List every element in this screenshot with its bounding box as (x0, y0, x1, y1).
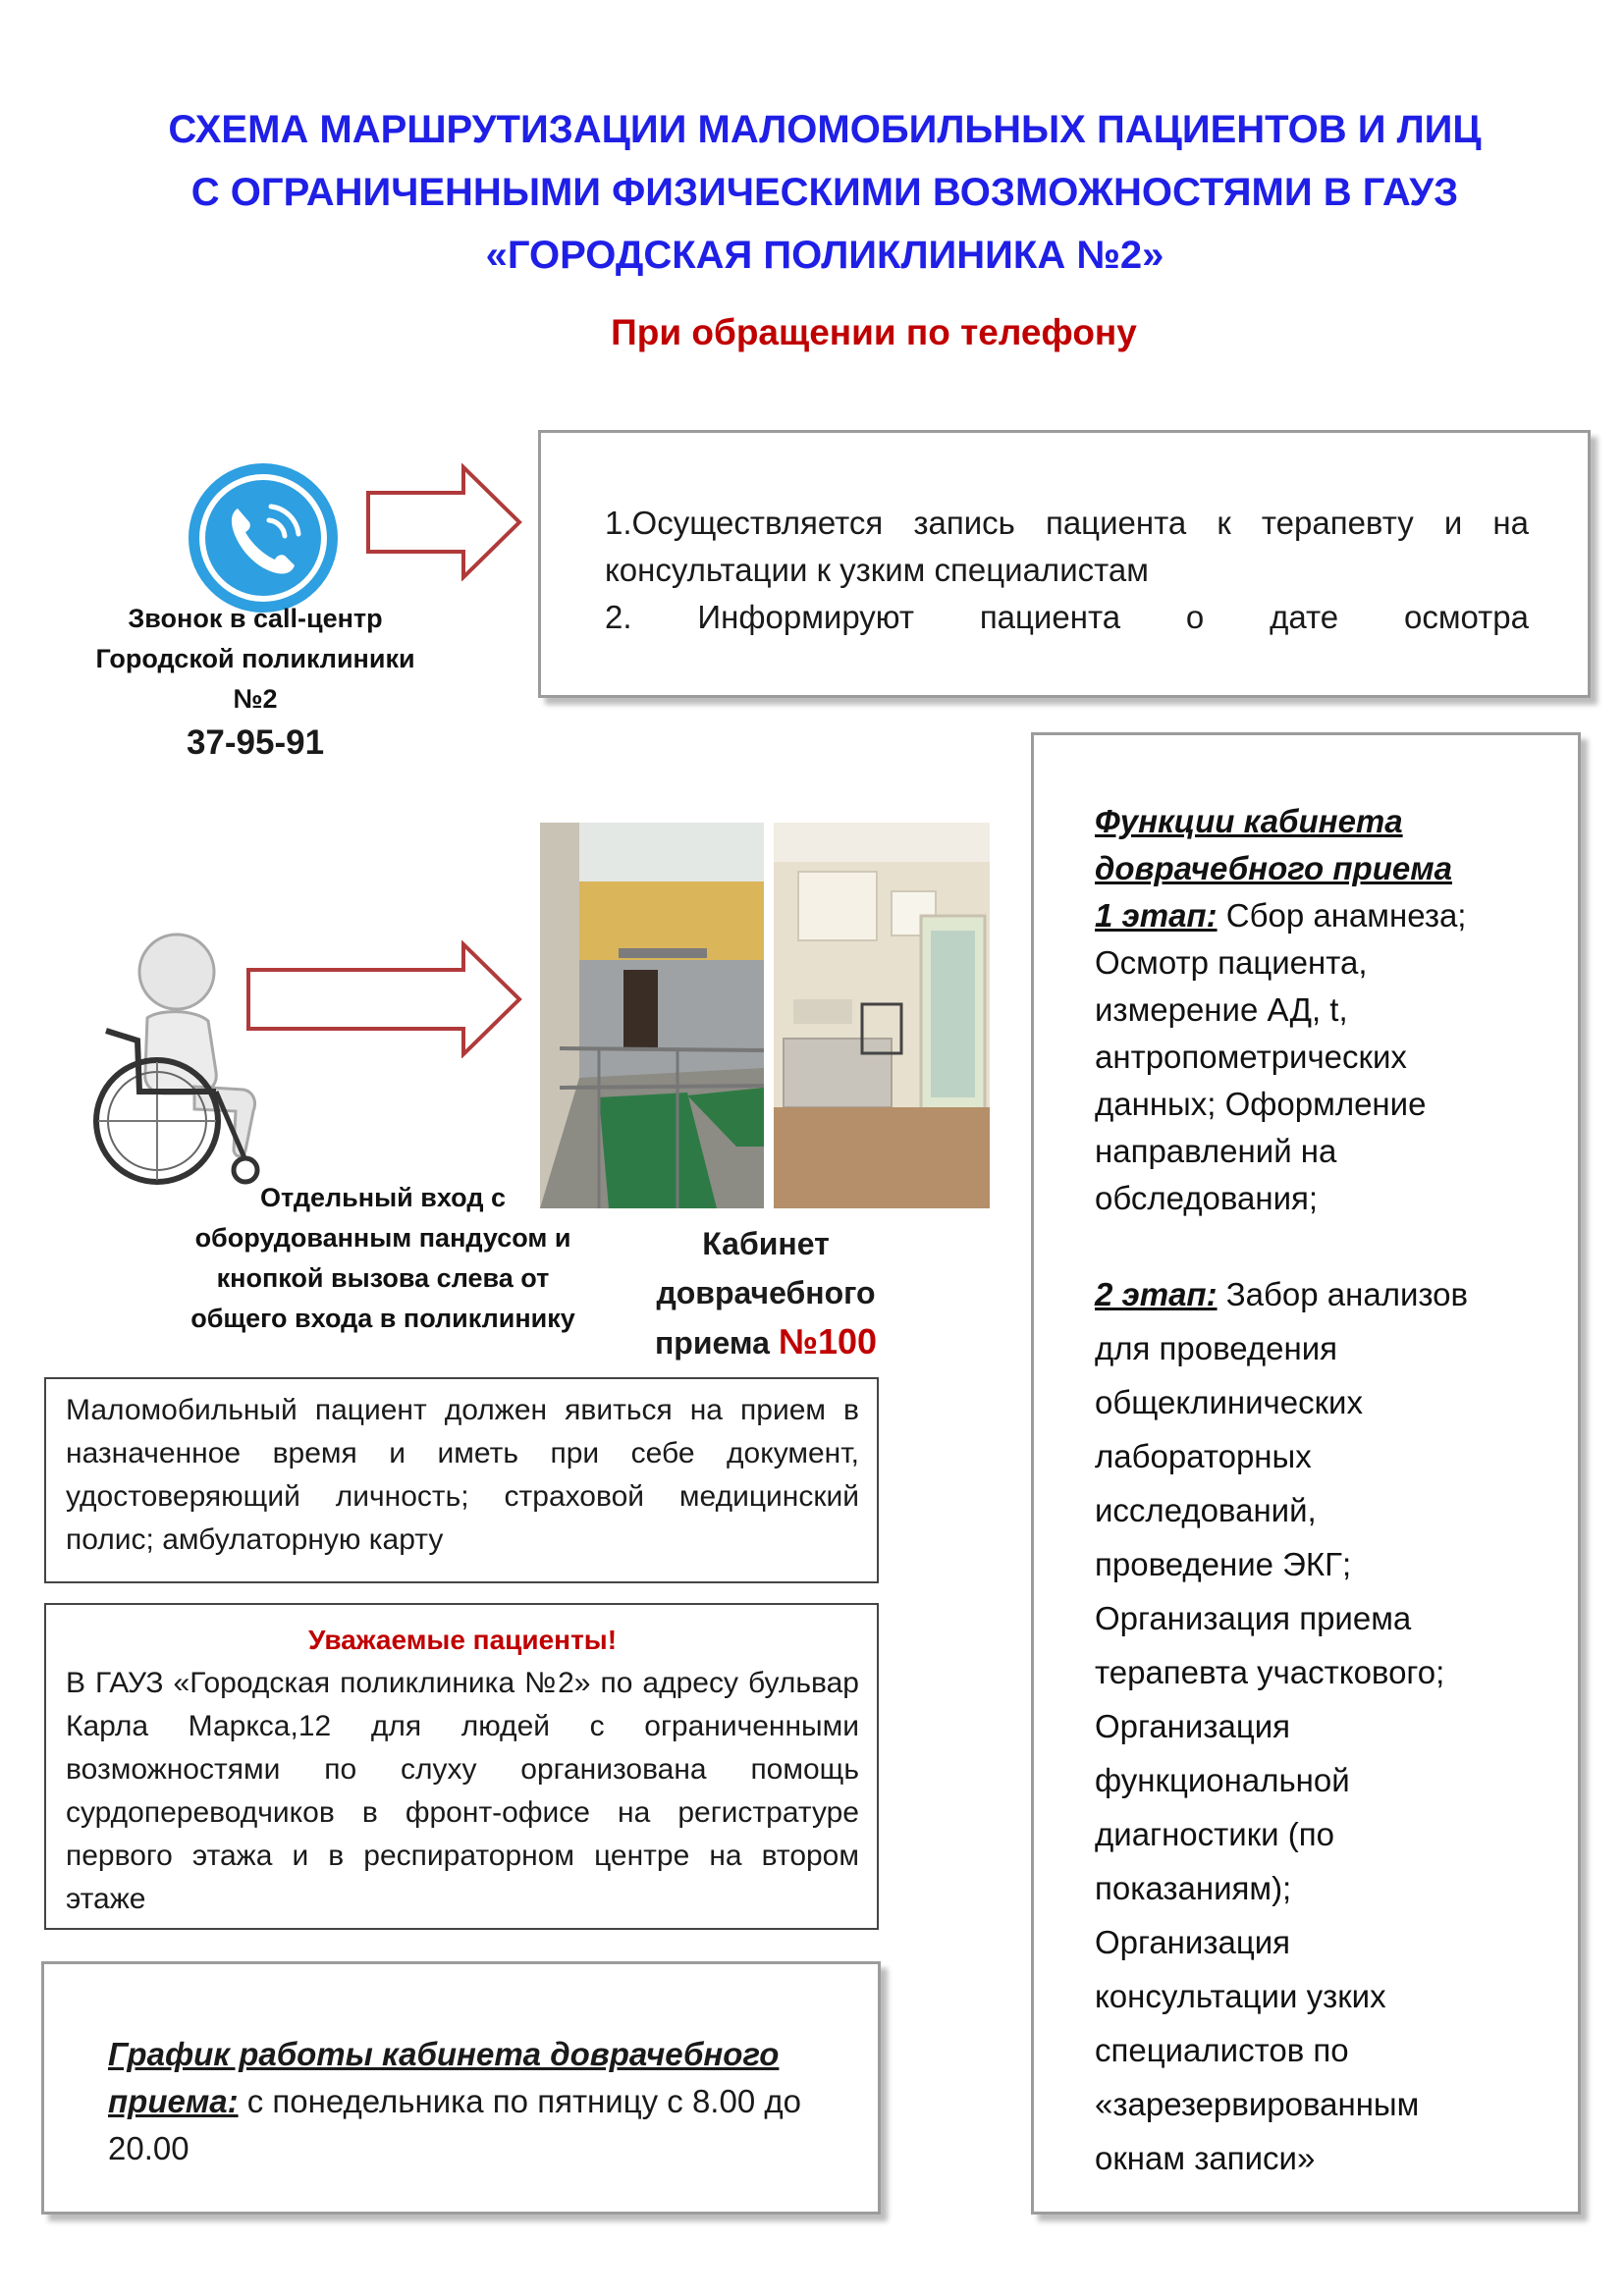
stage1-line-6: направлений на (1095, 1133, 1337, 1169)
functions-heading-line-2: доврачебного приема (1095, 850, 1452, 886)
cabinet-caption-line-1: Кабинет (702, 1226, 830, 1261)
callcenter-caption-line-3: №2 (233, 684, 278, 714)
callcenter-caption-line-1: Звонок в call-центр (128, 604, 383, 633)
title-line-3: «ГОРОДСКАЯ ПОЛИКЛИНИКА №2» (485, 234, 1164, 277)
stage2-line-11: диагностики (по (1095, 1816, 1334, 1852)
entrance-caption-line-4: общего входа в поликлинику (190, 1304, 575, 1333)
stage1-label: 1 этап: (1095, 897, 1218, 934)
stage2-label: 2 этап: (1095, 1276, 1218, 1312)
schedule-text: с понедельника по пятницу с 8.00 до 20.00 (108, 2083, 801, 2166)
notice-text: В ГАУЗ «Городская поликлиника №2» по адресу бульвар Карла Маркса,12 для людей с ограниченными возможностями по слуху организована помощь сурдопереводчиков в фронт-офисе на регистратуре первого этажа и в респираторном центре на втором этаже (66, 1667, 859, 1915)
stage2-line-17: окнам записи» (1095, 2140, 1316, 2176)
cabinet-number: №100 (778, 1321, 878, 1362)
stage1-line-5: данных; Оформление (1095, 1086, 1427, 1122)
stage2-line-15: специалистов по (1095, 2032, 1349, 2068)
entrance-caption-line-2: оборудованным пандусом и (194, 1223, 571, 1253)
cabinet-caption-line-3 (609, 1317, 923, 1367)
stage1-text-1: Сбор анамнеза; (1217, 897, 1467, 934)
arrow-right-icon (245, 940, 525, 1063)
callcenter-caption-line-2: Городской поликлиники (95, 644, 415, 673)
stage2-line-13: Организация (1095, 1924, 1291, 1960)
stage2-line-8: терапевта участкового; (1095, 1654, 1445, 1690)
phone-icon (187, 461, 340, 614)
notice-box (44, 1603, 879, 1930)
stage2-line-14: консультации узких (1095, 1978, 1386, 2014)
entrance-caption-line-1: Отдельный вход с (260, 1183, 506, 1212)
stage2-line-5: исследований, (1095, 1492, 1317, 1528)
stage2-line-12: показаниям); (1095, 1870, 1292, 1906)
stage1-line-1 (1095, 892, 1558, 939)
stage2-line-6: проведение ЭКГ; (1095, 1546, 1352, 1582)
cabinet-caption-line-2: доврачебного (656, 1275, 876, 1310)
entrance-caption-line-3: кнопкой вызова слева от (216, 1263, 550, 1293)
phone-info-line-1: 1.Осуществляется запись пациента к терапевту и на консультации к узким специалистам (605, 505, 1529, 588)
phone-info-box (538, 430, 1591, 698)
page-title (137, 98, 1512, 287)
cabinet-caption-line-3-text: приема (654, 1325, 779, 1361)
stage1-line-3: измерение АД, t, (1095, 991, 1348, 1028)
callcenter-phone: 37-95-91 (186, 723, 325, 762)
stage2-line-4: лабораторных (1095, 1438, 1312, 1474)
entrance-caption (157, 1178, 609, 1339)
entrance-photo (540, 823, 764, 1208)
cabinet-caption (609, 1219, 923, 1367)
functions-heading-line-1: Функции кабинета (1095, 803, 1403, 839)
notice-heading: Уважаемые пациенты! (307, 1625, 618, 1655)
stage1-line-2: Осмотр пациента, (1095, 944, 1368, 981)
stage2-line-10: функциональной (1095, 1762, 1350, 1798)
functions-box (1031, 732, 1581, 2215)
stage2-line-2: для проведения (1095, 1330, 1338, 1366)
phone-info-line-2: 2. Информируют пациента о дате осмотра (605, 599, 1529, 635)
stage1-line-4: антропометрических (1095, 1039, 1407, 1075)
stage2-line-1 (1095, 1267, 1558, 1321)
callcenter-caption (69, 599, 442, 720)
stage2-line-9: Организация (1095, 1708, 1291, 1744)
stage2-block (1095, 1267, 1558, 2185)
stage2-line-3: общеклинических (1095, 1384, 1363, 1420)
page-subtitle: При обращении по телефону (611, 312, 1137, 352)
schedule-box (41, 1961, 881, 2215)
cabinet-photo (774, 823, 990, 1208)
title-line-1: СХЕМА МАРШРУТИЗАЦИИ МАЛОМОБИЛЬНЫХ ПАЦИЕНТОВ И ЛИЦ (168, 108, 1482, 151)
schedule-label: График работы кабинета доврачебного приема: (108, 2036, 780, 2119)
documents-box: Маломобильный пациент должен явиться на прием в назначенное время и иметь при себе документ, удостоверяющий личность; страховой медицинский полис; амбулаторную карту (44, 1377, 879, 1583)
arrow-right-icon (365, 463, 524, 586)
stage2-line-7: Организация приема (1095, 1600, 1412, 1636)
stage1-line-7: обследования; (1095, 1180, 1319, 1216)
stage2-line-16: «зарезервированным (1095, 2086, 1420, 2122)
title-line-2: С ОГРАНИЧЕННЫМИ ФИЗИЧЕСКИМИ ВОЗМОЖНОСТЯМИ В ГАУЗ (190, 171, 1459, 214)
stage2-text-1: Забор анализов (1217, 1276, 1469, 1312)
